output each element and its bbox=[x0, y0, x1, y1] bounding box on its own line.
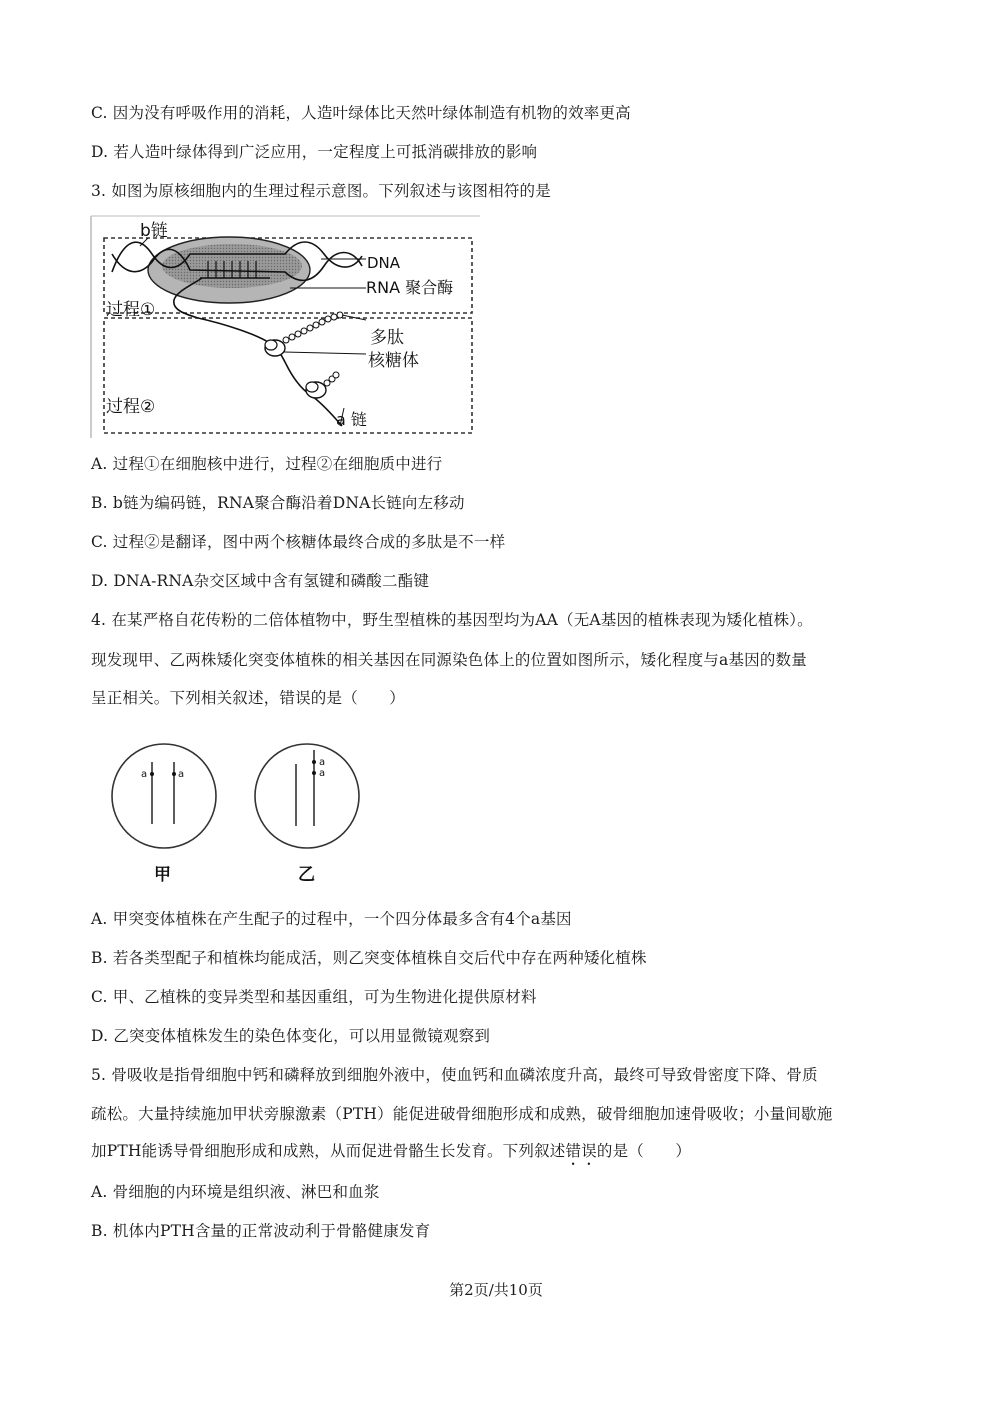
q4-stem-line3: 呈正相关。下列相关叙述，错误的是（ ） bbox=[91, 689, 406, 707]
gene-label-yi-2: a bbox=[319, 768, 326, 779]
label-ribosome: 核糖体 bbox=[368, 351, 419, 371]
process2-box bbox=[104, 318, 472, 433]
label-peptide: 多肽 bbox=[370, 328, 404, 348]
cell-jia bbox=[112, 744, 216, 848]
q5-emphasis-wrong: 错误 bbox=[565, 1142, 597, 1160]
q3-option-c: C. 过程②是翻译，图中两个核糖体最终合成的多肽是不一样 bbox=[91, 533, 506, 551]
label-process1: 过程① bbox=[106, 300, 156, 320]
label-process2: 过程② bbox=[106, 397, 156, 417]
label-rna-polymerase: RNA 聚合酶 bbox=[366, 278, 454, 297]
q3-option-a: A. 过程①在细胞核中进行，过程②在细胞质中进行 bbox=[91, 455, 443, 473]
q5-option-a: A. 骨细胞的内环境是组织液、淋巴和血浆 bbox=[91, 1183, 380, 1201]
q2-option-c: C. 因为没有呼吸作用的消耗，人造叶绿体比天然叶绿体制造有机物的效率更高 bbox=[91, 104, 631, 122]
label-dna: DNA bbox=[367, 254, 401, 272]
q4-stem-line1: 4. 在某严格自花传粉的二倍体植物中，野生型植株的基因型均为AA（无A基因的植株表现为矮化植株）。 bbox=[91, 611, 813, 629]
gene-label-jia-right: a bbox=[178, 769, 185, 780]
q5-option-b: B. 机体内PTH含量的正常波动利于骨骼健康发育 bbox=[91, 1222, 431, 1240]
label-a-chain: a 链 bbox=[336, 410, 367, 429]
label-jia: 甲 bbox=[154, 865, 171, 885]
q3-option-d: D. DNA-RNA杂交区域中含有氢键和磷酸二酯键 bbox=[91, 572, 430, 590]
q3-option-b: B. b链为编码链，RNA聚合酶沿着DNA长链向左移动 bbox=[91, 494, 465, 512]
q4-option-d: D. 乙突变体植株发生的染色体变化，可以用显微镜观察到 bbox=[91, 1027, 491, 1045]
q3-figure bbox=[90, 214, 482, 440]
q3-stem: 3. 如图为原核细胞内的生理过程示意图。下列叙述与该图相符的是 bbox=[91, 182, 551, 200]
page-footer: 第2页/共10页 bbox=[449, 1281, 543, 1299]
q5-stem-line3-end: 的是（ ） bbox=[596, 1142, 692, 1160]
q4-option-c: C. 甲、乙植株的变异类型和基因重组，可为生物进化提供原材料 bbox=[91, 988, 537, 1006]
gene-label-jia-left: a bbox=[141, 769, 148, 780]
cell-yi bbox=[255, 744, 359, 848]
gene-label-yi-1: a bbox=[319, 757, 326, 768]
q4-figure bbox=[104, 740, 374, 890]
label-b-chain: b链 bbox=[140, 221, 168, 241]
q5-stem-line2: 疏松。大量持续施加甲状旁腺激素（PTH）能促进破骨细胞形成和成熟，破骨细胞加速骨吸收；小量间歇施 bbox=[91, 1105, 833, 1123]
q5-stem-line1: 5. 骨吸收是指骨细胞中钙和磷释放到细胞外液中，使血钙和血磷浓度升高，最终可导致骨密度下降、骨质 bbox=[91, 1066, 818, 1084]
q5-stem-line3-start: 加PTH能诱导骨细胞形成和成熟，从而促进骨骼生长发育。下列叙述 bbox=[91, 1142, 566, 1160]
q4-stem-line2: 现发现甲、乙两株矮化突变体植株的相关基因在同源染色体上的位置如图所示，矮化程度与a基因的数量 bbox=[91, 651, 807, 669]
q4-option-b: B. 若各类型配子和植株均能成活，则乙突变体植株自交后代中存在两种矮化植株 bbox=[91, 949, 647, 967]
q5-stem-line3 bbox=[91, 1141, 691, 1169]
q2-option-d: D. 若人造叶绿体得到广泛应用，一定程度上可抵消碳排放的影响 bbox=[91, 143, 538, 161]
label-yi: 乙 bbox=[298, 865, 315, 885]
q4-option-a: A. 甲突变体植株在产生配子的过程中，一个四分体最多含有4个a基因 bbox=[91, 910, 572, 928]
